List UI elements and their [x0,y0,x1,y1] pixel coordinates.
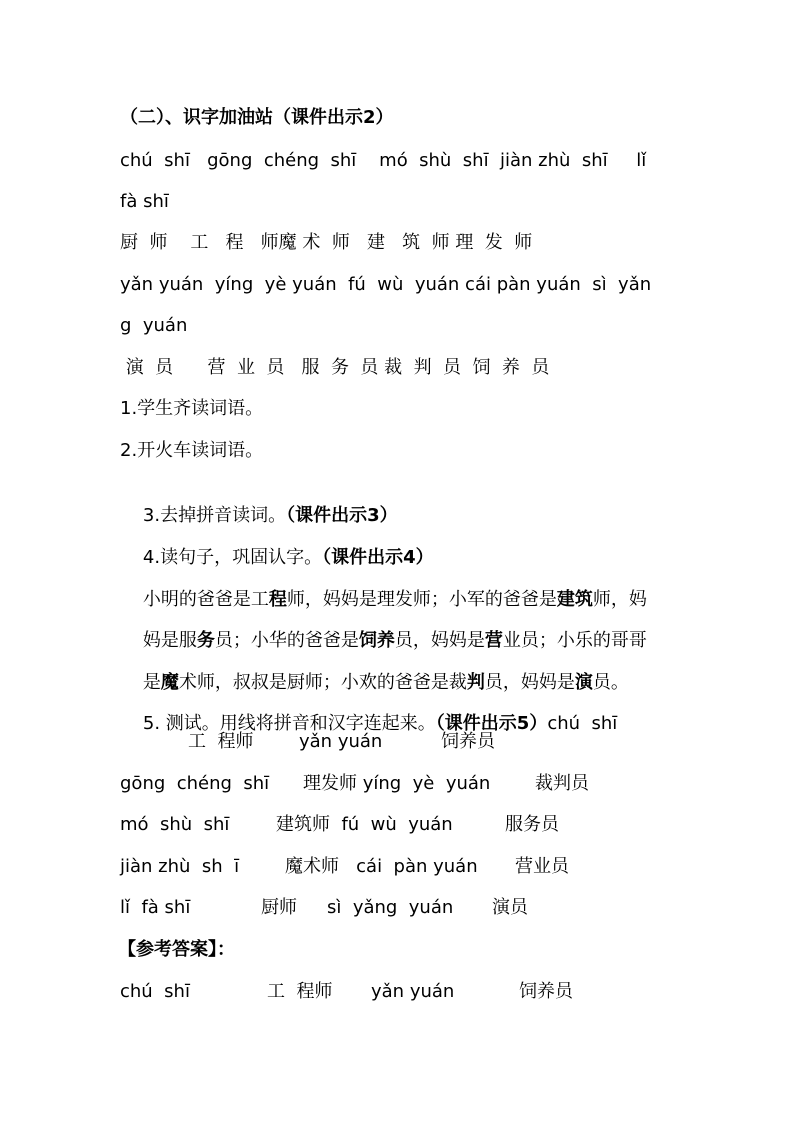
para-bold: 程 [268,589,287,610]
para-text: 术师，叔叔是厨师；小欢的爸爸是裁 [178,672,467,693]
step-3-tag: （课件出示3） [286,505,398,526]
para-bold: 魔 [160,672,179,693]
answer-cell: 工 程师 [267,981,333,1002]
para-text: 业员；小乐的哥哥 [502,630,647,651]
para-text: 师，妈 [592,589,647,610]
step-3-text: 3.去掉拼音读词。 [142,505,287,526]
para-bold: 务 [196,630,215,651]
match-cell: mó shù shī [120,814,230,835]
step-1: 1.学生齐读词语。 [120,398,264,419]
para-bold: 建筑 [556,589,593,610]
para-bold: 营 [484,630,503,651]
para-text: 是 [142,672,161,693]
match-cell: 营业员 [515,856,569,877]
pinyin-row-2-wrap: g yuán [120,315,188,336]
step-5-tag: （课件出示5） [435,713,548,734]
match-cell: 饲养员 [441,731,495,752]
answer-cell: yǎn yuán [371,981,455,1002]
para-text: 员，妈妈是 [484,672,575,693]
match-cell: 魔术师 cái pàn yuán [285,856,478,877]
answer-cell: chú shī [120,981,190,1002]
para-text: 员。 [592,672,629,693]
answer-heading: 【参考答案】： [118,939,235,960]
match-cell: sì yǎng yuán [327,897,454,918]
para-text: 小明的爸爸是工 [142,589,269,610]
match-cell: 理发师 yíng yè yuán [303,773,491,794]
para-bold: 判 [466,672,485,693]
hanzi-row-2: 演 员 营 业 员 服 务 员 裁 判 员 饲 养 员 [120,357,550,378]
para-bold: 饲养 [358,630,395,651]
match-cell: gōng chéng shī [120,773,270,794]
section-heading: （二）、识字加油站（课件出示2） [120,107,394,128]
pinyin-row-1-wrap: fà shī [120,191,169,212]
match-cell: lǐ fà shī [120,897,191,918]
match-cell: jiàn zhù sh ī [120,856,240,877]
para-text: 妈是服 [142,630,197,651]
step-2: 2.开火车读词语。 [120,440,264,461]
match-cell: 建筑师 fú wù yuán [276,814,453,835]
match-cell: 裁判员 [535,773,589,794]
match-cell: 工 程师 [188,731,254,752]
para-text: 师，妈妈是理发师；小军的爸爸是 [286,589,557,610]
match-cell: 厨师 [261,897,297,918]
pinyin-row-2: yǎn yuán yíng yè yuán fú wù yuán cái pàn yuán sì yǎn [120,274,652,295]
hanzi-row-1: 厨 师 工 程 师魔 术 师 建 筑 师 理 发 师 [120,232,533,253]
para-text: 员；小华的爸爸是 [214,630,359,651]
match-cell: yǎn yuán [299,731,383,752]
step-5-text: 5. 测试。用线将拼音和汉字连起来。 [142,713,436,734]
match-cell: 服务员 [505,814,559,835]
step-5-tail: chú shī [547,713,618,734]
step-4-text: 4.读句子，巩固认字。 [142,547,323,568]
para-bold: 演 [574,672,593,693]
step-4-tag: （课件出示4） [322,547,434,568]
match-cell: 演员 [492,897,528,918]
para-text: 员，妈妈是 [394,630,485,651]
answer-cell: 饲养员 [519,981,573,1002]
pinyin-row-1: chú shī gōng chéng shī mó shù shī jiàn zhù shī lǐ [120,150,647,171]
